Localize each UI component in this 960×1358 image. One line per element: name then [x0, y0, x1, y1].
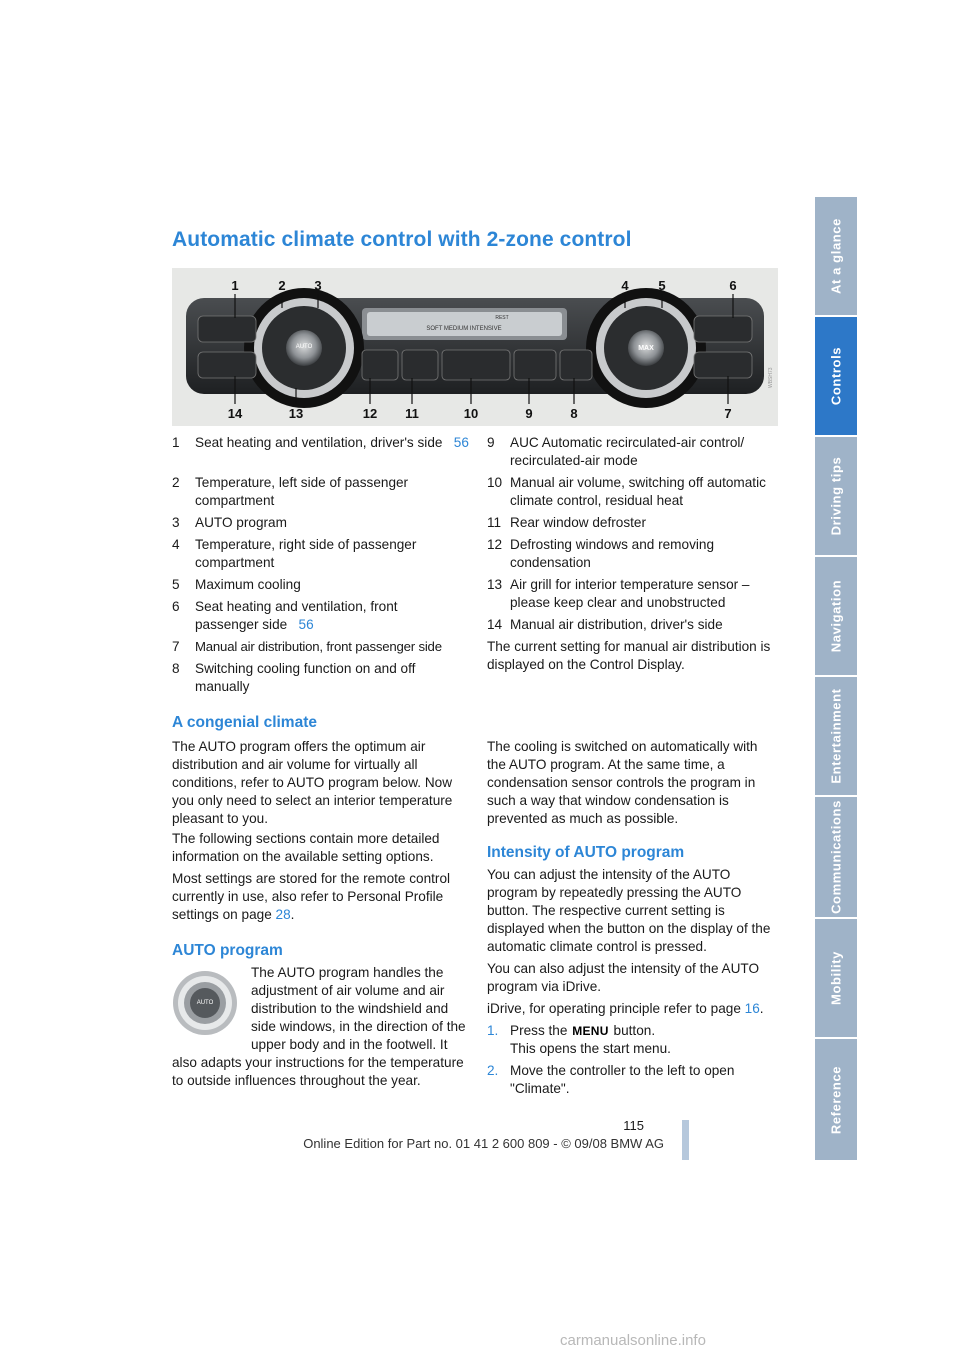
tab-navigation[interactable]: Navigation: [815, 557, 857, 677]
congenial-para-3: Most settings are stored for the remote control currently in use, also refer to Personal Profile settings on page 28.: [172, 871, 451, 922]
defrost-button: [362, 350, 398, 380]
callout-1: 1: [231, 278, 239, 293]
climate-control-figure: [172, 268, 778, 426]
air-dist-driver-button: [198, 352, 256, 378]
tab-mobility[interactable]: Mobility: [815, 919, 857, 1039]
intensity-para-3: iDrive, for operating principle refer to page 16.: [487, 1001, 764, 1016]
tab-controls[interactable]: Controls: [815, 317, 857, 437]
page-ref-16[interactable]: 16: [744, 1001, 760, 1016]
seat-heat-passenger-button: [694, 316, 752, 342]
callout-4: 4: [621, 278, 629, 293]
auto-knob-icon-label: AUTO: [196, 1000, 214, 1006]
tab-driving-tips[interactable]: Driving tips: [815, 437, 857, 557]
callout-13: 13: [288, 406, 304, 421]
page-number: 115: [623, 1118, 644, 1133]
display-modes-text: SOFT MEDIUM INTENSIVE: [426, 326, 502, 332]
recirc-button: [514, 350, 556, 380]
chapter-tabs: [815, 197, 857, 1160]
page-ref-28[interactable]: 28: [275, 907, 291, 922]
callout-6: 6: [729, 278, 737, 293]
cooling-para: The cooling is switched on automatically with the AUTO program. At the same time, a condensation sensor controls the program in such a way that window condensation is prevented as much as possible.: [487, 739, 758, 826]
page-ref-56-b[interactable]: 56: [298, 617, 314, 632]
legend-right: 9 AUC Automatic recirculated-air control/ recirculated-air mode 10 Manual air volume, switching off automatic climate control, residual heat 11 Rear window defroster 12 Defrosting windows and removing condensation 13 Air grill for interior temperature sensor – please keep clear and unobstructed 14 Manual air distribution, driver's side The current setting for manual air distribution is displayed on the Control Display.: [487, 434, 787, 684]
figure-code: WBSH73: [768, 367, 774, 388]
max-knob-label: MAX: [638, 345, 654, 352]
heading-auto-program: AUTO program: [172, 942, 283, 959]
watermark: carmanualsonline.info: [560, 1332, 706, 1349]
callout-9: 9: [525, 406, 533, 421]
intensity-para-1: You can adjust the intensity of the AUTO program by repeatedly pressing the AUTO button. The respective current setting is displayed when the button on the display of the automatic climate control is pressed.: [487, 867, 771, 954]
legend-left: 1 Seat heating and ventilation, driver's side 56 2 Temperature, left side of passenger compartment 3 AUTO program 4 Temperature, right side of passenger compartment 5 Maximum cooling 6 Seat heating and ventilation, front passenger side 56 7 Manual air distribution, front passenger side 8 Switching cooling function on and off manually: [172, 435, 469, 694]
callout-10: 10: [463, 406, 479, 421]
heading-intensity: Intensity of AUTO program: [487, 844, 685, 861]
step-1: 1. Press the MENU button. This opens the start menu.: [487, 1023, 671, 1056]
air-dist-passenger-button: [694, 352, 752, 378]
heading-congenial-climate: A congenial climate: [172, 714, 317, 731]
tab-entertainment[interactable]: Entertainment: [815, 677, 857, 797]
fan-button: [442, 350, 510, 380]
climate-panel-illustration: [172, 268, 778, 426]
auto-para-1: The AUTO program handles the adjustment of air volume and air distribution to the windshield and side windows, in the direction of the upper body and in the footwell. It also adapts your instructions for the temperature to outside influences throughout the year.: [172, 965, 466, 1088]
callout-11: 11: [405, 406, 419, 421]
rear-defrost-button: [402, 350, 438, 380]
callout-5: 5: [658, 278, 666, 293]
menu-key: MENU: [572, 1024, 609, 1038]
display-rest-text: REST: [495, 315, 509, 321]
callout-14: 14: [227, 406, 243, 421]
intensity-para-2: You can also adjust the intensity of the AUTO program via iDrive.: [487, 961, 760, 994]
callout-2: 2: [278, 278, 286, 293]
callout-12: 12: [362, 406, 378, 421]
footer-edition: Online Edition for Part no. 01 41 2 600 809 - © 09/08 BMW AG: [303, 1136, 664, 1151]
callout-7: 7: [724, 406, 732, 421]
page-ref-56[interactable]: 56: [453, 435, 469, 450]
footer-bar: [682, 1120, 689, 1160]
seat-heat-driver-button: [198, 316, 256, 342]
step-2: 2. Move the controller to the left to open "Climate".: [487, 1063, 735, 1096]
page-title: Automatic climate control with 2-zone control: [172, 228, 632, 251]
congenial-para-2: The following sections contain more detailed information on the available setting options.: [172, 831, 440, 864]
tab-reference[interactable]: Reference: [815, 1039, 857, 1162]
congenial-para-1: The AUTO program offers the optimum air distribution and air volume for virtually all conditions, refer to AUTO program below. Now you only need to select an interior temperature pleasant to you.: [172, 739, 453, 826]
tab-at-a-glance[interactable]: At a glance: [815, 197, 857, 317]
auto-knob-label: AUTO: [295, 344, 313, 350]
cooling-button: [560, 350, 592, 380]
legend-note: The current setting for manual air distribution is displayed on the Control Display.: [487, 639, 771, 672]
callout-8: 8: [570, 406, 578, 421]
tab-communications[interactable]: Communications: [815, 797, 857, 919]
callout-3: 3: [314, 278, 322, 293]
